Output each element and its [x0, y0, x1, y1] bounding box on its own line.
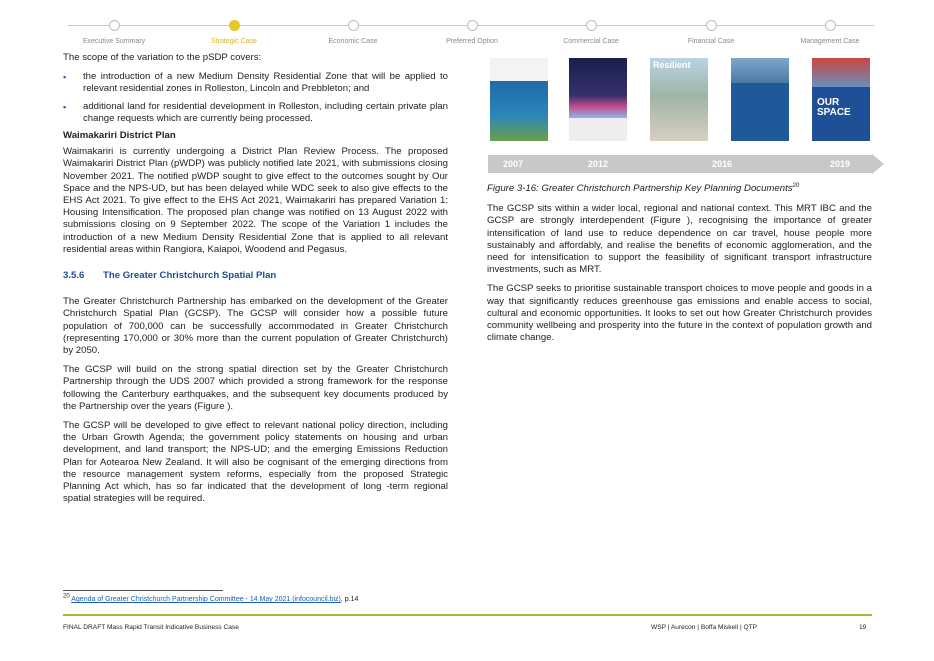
footer-authors: WSP | Aurecon | Boffa Miskell | QTP [651, 624, 758, 631]
nav-step-commercial-case[interactable] [526, 18, 656, 45]
cover-title: OUR SPACE [817, 97, 851, 118]
left-column [63, 52, 448, 513]
step-label: Financial Case [687, 38, 735, 45]
transport-paragraph: The GCSP seeks to prioritise sustainable transport choices to move people and goods in a way that significantly reduces greenhouse gas emissions and enable access to social, cultural and economic opportunities. It looks to set out how Greater Christchurch provides community wellbeing and prosperity into the future in the context of population growth and climate change. [487, 283, 872, 344]
timeline-band [488, 155, 872, 173]
context-paragraph: The GCSP sits within a wider local, regional and national context. This MRT IBC and the GCSP are strongly interdependent (Figure ), recognising the importance of greater intensification of land use to reduce dependence on car travel, house people more sustainably and affordably, and realise the benefits of economic agglomeration, and the need for intensification to support the feasibility of significant transport infrastructure investments, such as MRT. [487, 203, 872, 276]
step-dot-active [229, 20, 240, 31]
footnote-number: 20 [63, 593, 70, 600]
figure-caption [487, 183, 872, 195]
section-heading [63, 270, 448, 282]
nav-step-financial-case[interactable] [646, 18, 776, 45]
section-number: 3.5.6 [63, 270, 85, 282]
figure-caption-text: Figure 3-16: Greater Christchurch Partnership Key Planning Documents [487, 183, 793, 194]
document-cover-2016 [731, 58, 789, 141]
step-label: Commercial Case [563, 38, 619, 45]
step-dot [586, 20, 597, 31]
document-cover-resilient [650, 58, 708, 141]
timeline-year: 2007 [503, 159, 524, 169]
cover-title: Resilient [653, 60, 691, 70]
progress-nav [68, 18, 874, 48]
bullet-square-icon: ▪ [63, 72, 67, 83]
timeline-bar [487, 154, 872, 174]
timeline-year: 2016 [712, 159, 733, 169]
step-dot [467, 20, 478, 31]
footnote-suffix: , p.14 [340, 596, 359, 603]
step-label: Strategic Case [211, 38, 257, 45]
bullet-square-icon: ▪ [63, 101, 67, 112]
nav-step-management-case[interactable] [765, 18, 895, 45]
step-dot [348, 20, 359, 31]
footnote-link[interactable]: Agenda of Greater Christchurch Partnership Committee - 14 May 2021 (infocouncil.biz) [71, 596, 341, 603]
waimakariri-paragraph: Waimakariri is currently undergoing a District Plan Review Process. The proposed Waimakariri District Plan (pWDP) was publicly notified late 2021, with submissions closing November 2021. The notified pWDP sought to give effect to the outcomes sought by Our Space and the NPS-UD, but has been delayed while WDC seek to also give effects to the EHS Act 2021. To give effect to the EHS Act 2021, Waimakariri has prepared Variation 1: Housing Intensification. The proposed plan change was notified on 13 August 2022 with submissions closing on 9 September 2022. The scope of the Variation 1 includes the introduction of a new Medium Density Residential Zone that is applied to all relevant residential areas within Rangiora, Kaiapoi, Woodend and Pegasus. [63, 146, 448, 255]
list-item-text: the introduction of a new Medium Density Residential Zone that will be applied to relevant residential zones in Rolleston, Lincoln and Prebbleton; and [83, 71, 448, 95]
section-title: The Greater Christchurch Spatial Plan [103, 270, 277, 282]
nav-step-executive-summary[interactable] [49, 18, 179, 45]
nav-step-preferred-option[interactable] [407, 18, 537, 45]
figure-footnote-ref[interactable]: 20 [792, 182, 800, 189]
footer-document-title: FINAL DRAFT Mass Rapid Transit Indicative Business Case [63, 624, 239, 631]
right-column [487, 52, 872, 351]
nav-step-strategic-case[interactable] [169, 18, 299, 45]
footnote [63, 593, 359, 603]
planning-documents-figure [487, 54, 872, 146]
step-label: Management Case [800, 38, 860, 45]
footer-rule [63, 614, 872, 616]
list-item [63, 71, 448, 95]
waimakariri-heading: Waimakariri District Plan [63, 130, 176, 142]
document-cover-2012 [569, 58, 627, 141]
step-label: Preferred Option [446, 38, 498, 45]
step-dot [109, 20, 120, 31]
timeline-year: 2019 [830, 159, 851, 169]
step-dot [706, 20, 717, 31]
nav-step-economic-case[interactable] [288, 18, 418, 45]
variation-intro: The scope of the variation to the pSDP covers: [63, 52, 262, 63]
timeline-year: 2012 [588, 159, 609, 169]
list-item [63, 101, 448, 125]
timeline-arrow-icon [872, 154, 884, 174]
gcsp-paragraph-1: The Greater Christchurch Partnership has embarked on the development of the Greater Christchurch Spatial Plan (GCSP). The GCSP will consider how a possible future population of 700,000 can be successfully accommodated in Greater Christchurch (representing 170,000 or 30% more than the current population of Greater Christchurch) by 2050. [63, 296, 448, 357]
variation-bullet-list [63, 71, 448, 125]
step-label: Economic Case [328, 38, 378, 45]
step-label: Executive Summary [82, 38, 146, 45]
document-cover-our-space [812, 58, 870, 141]
gcsp-paragraph-3: The GCSP will be developed to give effect to relevant national policy direction, including the Urban Growth Agenda; the government policy statements on housing and urban development, and land transport; the NPS-UD; and the emerging Emissions Reduction Plan for Aotearoa New Zealand. It will also be cognisant of the emerging directions from the resource management system reforms, especially from the proposed Strategic Planning Act which, has so far indicated that the development of long -term regional spatial strategies will be required. [63, 420, 448, 505]
document-cover-2007 [490, 58, 548, 141]
step-dot [825, 20, 836, 31]
gcsp-paragraph-2: The GCSP will build on the strong spatial direction set by the Greater Christchurch Partnership through the UDS 2007 which provided a strong framework for the response following the Canterbury earthquakes, and the subsequent key documents produced by the Partnership over the years (Figure ). [63, 364, 448, 412]
footnote-divider [63, 590, 223, 591]
page-number: 19 [859, 624, 867, 631]
list-item-text: additional land for residential development in Rolleston, including certain private plan change requests which are currently being processed. [83, 100, 448, 124]
